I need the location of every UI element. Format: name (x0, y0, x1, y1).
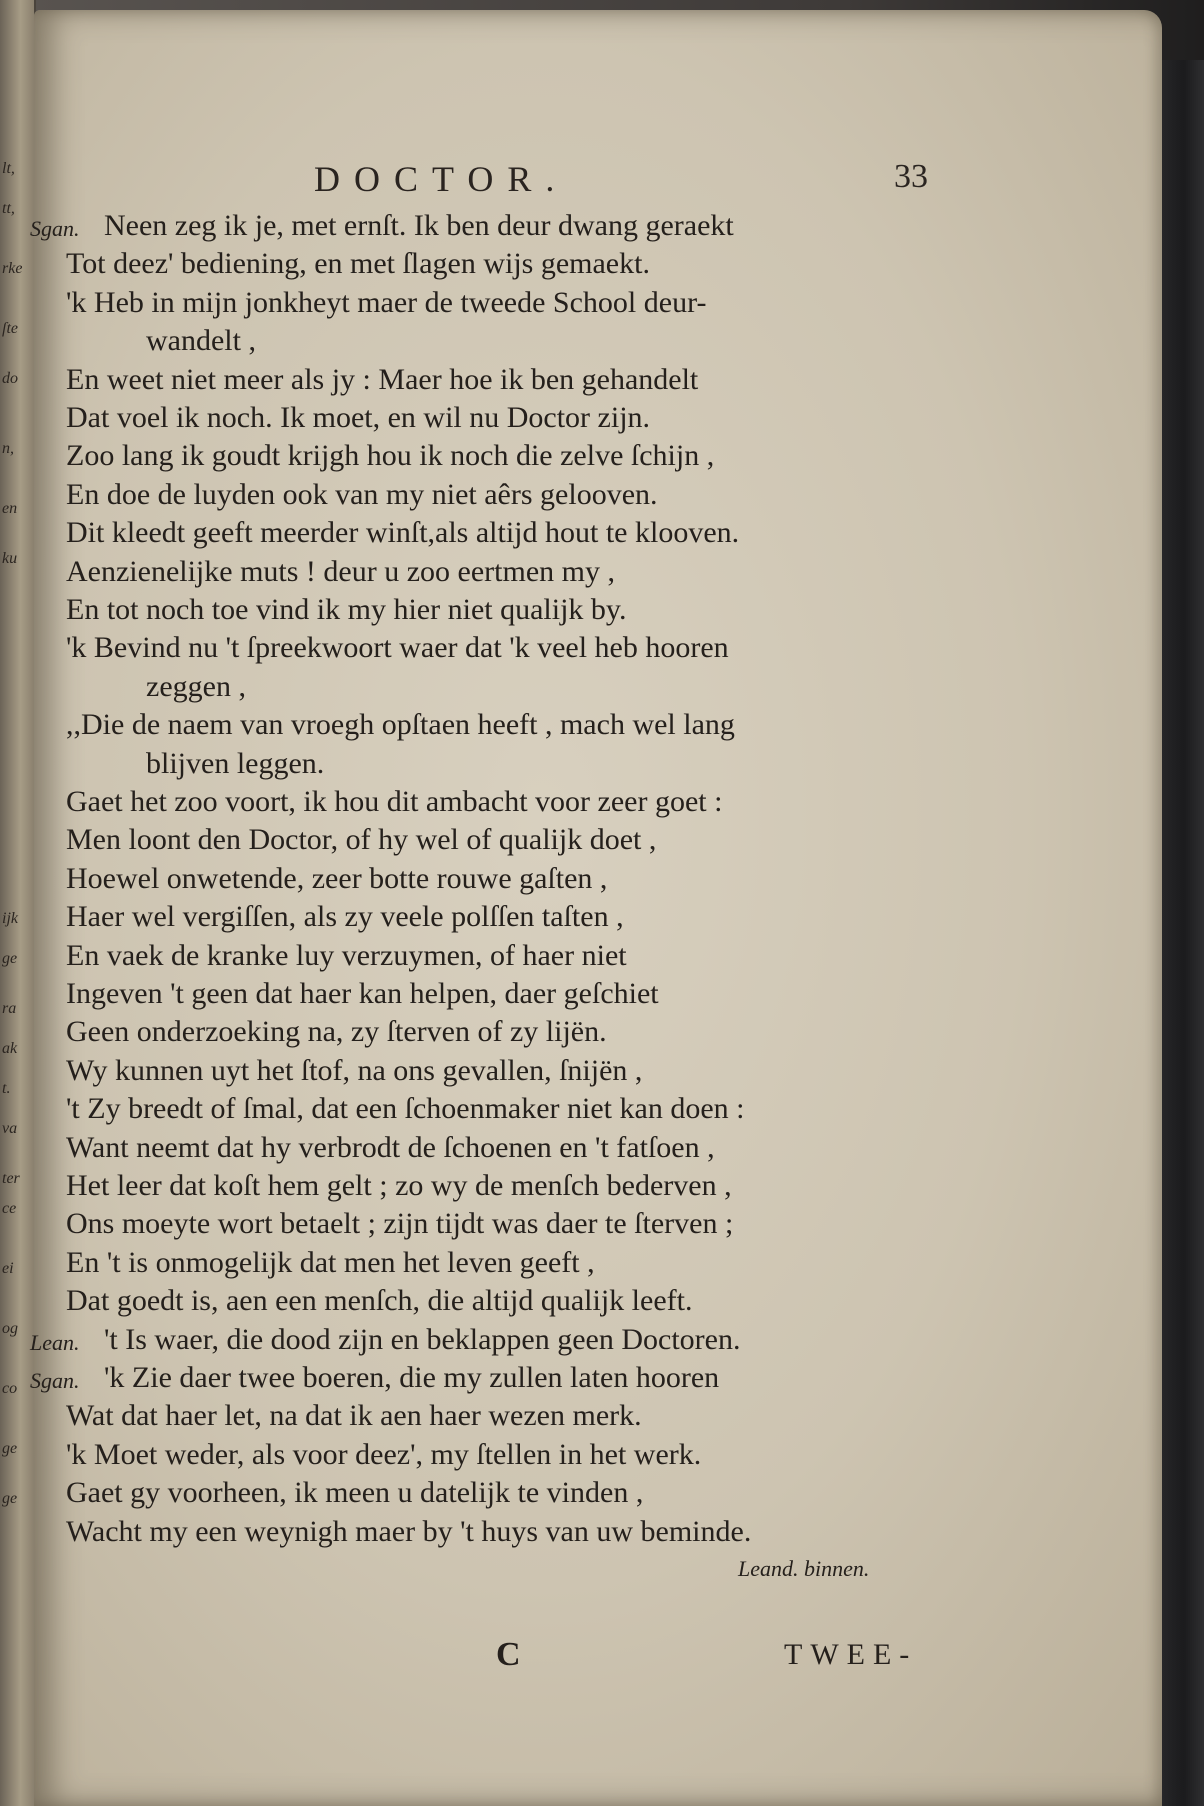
previous-page-fragment: lt, (2, 160, 15, 177)
catchword: TWEE- (784, 1638, 918, 1671)
previous-page-fragment: rke (2, 260, 23, 277)
verse-line: En vaek de kranke luy verzuymen, of haer niet (66, 939, 627, 972)
verse-line: Wy kunnen uyt het ſtof, na ons gevallen, ſnijën , (66, 1054, 643, 1087)
previous-page-fragment: ge (2, 950, 18, 967)
verse-line: Want neemt dat hy verbrodt de ſchoenen en 't fatſoen , (66, 1131, 715, 1164)
speaker-label: Lean. (30, 1330, 80, 1355)
verse-line: Dat voel ik noch. Ik moet, en wil nu Doctor zijn. (66, 401, 651, 434)
stage-direction: Leand. binnen. (738, 1556, 870, 1581)
previous-page-fragment: ce (2, 1200, 17, 1217)
verse-line: blijven leggen. (146, 747, 325, 780)
verse-line: Haer wel vergiſſen, als zy veele polſſen taſten , (66, 900, 624, 933)
verse-line: Gaet gy voorheen, ik meen u datelijk te vinden , (66, 1476, 644, 1509)
previous-page-fragment: ſte (2, 320, 18, 337)
verse-line: Hoewel onwetende, zeer botte rouwe gaſten , (66, 862, 608, 895)
previous-page-fragment: tt, (2, 200, 15, 217)
previous-page-fragment: ra (2, 1000, 17, 1017)
previous-page-fragment: ak (2, 1040, 18, 1057)
verse-line: 'k Heb in mijn jonkheyt maer de tweede School deur- (66, 286, 707, 319)
verse-line: 'k Zie daer twee boeren, die my zullen laten hooren (104, 1361, 720, 1394)
verse-line: En 't is onmogelijk dat men het leven geeft , (66, 1246, 595, 1279)
verse-line: Men loont den Doctor, of hy wel of qualijk doet , (66, 823, 657, 856)
verse-line: Wat dat haer let, na dat ik aen haer wezen merk. (66, 1399, 642, 1432)
verse-line: zeggen , (146, 670, 246, 703)
verse-line: Ons moeyte wort betaelt ; zijn tijdt was daer te ſterven ; (66, 1207, 734, 1240)
previous-page-fragment: ge (2, 1490, 18, 1507)
speaker-label: Sgan. (30, 216, 80, 241)
previous-page-fragment: ijk (2, 910, 18, 927)
previous-page-fragment: en (2, 500, 18, 517)
verse-line: Gaet het zoo voort, ik hou dit ambacht voor zeer goet : (66, 785, 723, 818)
verse-line: 'k Bevind nu 't ſpreekwoort waer dat 'k veel heb hooren (66, 631, 729, 664)
verse-line: Tot deez' bediening, en met ſlagen wijs gemaekt. (66, 247, 650, 280)
verse-line: Wacht my een weynigh maer by 't huys van uw beminde. (66, 1515, 752, 1548)
previous-page-fragment: ku (2, 550, 18, 567)
previous-page-fragment: do (2, 370, 18, 387)
verse-line: Ingeven 't geen dat haer kan helpen, daer geſchiet (66, 977, 659, 1010)
verse-line: Geen onderzoeking na, zy ſterven of zy lijën. (66, 1015, 607, 1048)
verse-line: Zoo lang ik goudt krijgh hou ik noch die zelve ſchijn , (66, 439, 715, 472)
previous-page-fragment: co (2, 1380, 18, 1397)
previous-page-fragment: va (2, 1120, 18, 1137)
verse-line: En weet niet meer als jy : Maer hoe ik ben gehandelt (66, 363, 699, 396)
previous-page-fragment: ei (2, 1260, 14, 1277)
verse-line: Het leer dat koſt hem gelt ; zo wy de menſch bederven , (66, 1169, 732, 1202)
page-header (34, 158, 1162, 202)
verse-line: 't Zy breedt of ſmal, dat een ſchoenmaker niet kan doen : (66, 1092, 745, 1125)
speaker-label: Sgan. (30, 1368, 80, 1393)
previous-page-fragment: n, (2, 440, 14, 457)
verse-line: 'k Moet weder, als voor deez', my ſtellen in het werk. (66, 1438, 702, 1471)
signature-mark: C (496, 1636, 521, 1673)
verse-line: ,,Die de naem van vroegh opſtaen heeft , mach wel lang (66, 708, 735, 741)
previous-page-fragment: ter (2, 1170, 20, 1187)
verse-line: Dit kleedt geeft meerder winſt,als altijd hout te klooven. (66, 516, 740, 549)
verse-line: 't Is waer, die dood zijn en beklappen geen Doctoren. (104, 1323, 741, 1356)
previous-page-fragment: t. (2, 1080, 11, 1097)
verse-line: Dat goedt is, aen een menſch, die altijd qualijk leeft. (66, 1284, 693, 1317)
previous-page-fragment: og (2, 1320, 18, 1337)
previous-page-fragment: ge (2, 1440, 18, 1457)
running-title: DOCTOR. (314, 159, 569, 199)
verse-line: Neen zeg ik je, met ernſt. Ik ben deur dwang geraekt (104, 209, 734, 242)
previous-page-edge (0, 0, 36, 1806)
book-page (30, 10, 1162, 1806)
verse-line: En tot noch toe vind ik my hier niet qualijk by. (66, 593, 627, 626)
verse-line: wandelt , (146, 324, 256, 357)
page-number: 33 (894, 158, 928, 195)
verse-line: Aenzienelijke muts ! deur u zoo eertmen my , (66, 555, 615, 588)
verse-line: En doe de luyden ook van my niet aêrs gelooven. (66, 478, 658, 511)
